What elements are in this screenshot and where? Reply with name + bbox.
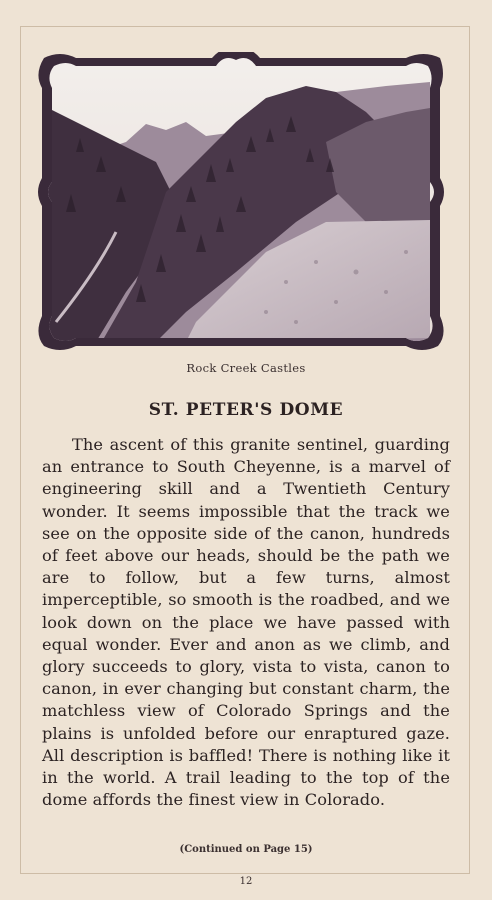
photo-illustration [36, 52, 446, 352]
page-number: 12 [239, 876, 253, 887]
photo-caption: Rock Creek Castles [186, 361, 306, 375]
continued-note: (Continued on Page 15) [179, 844, 313, 855]
article-body: The ascent of this granite sentinel, guarding an entrance to South Cheyenne, is a marvel of engineering skill and a Twentieth Century wonder. It seems impossible that the track we see on the opposite side of the canon, hundreds of feet above our heads, should be the path we are to follow, but a few turns, almost imperceptible, so smooth is the roadbed, and we look down on the place we have passed with equal wonder. Ever and anon as we climb, and glory succeeds to glory, vista to vista, canon to canon, in ever changing but constant charm, the matchless view of Colorado Springs and the plains is unfolded before our enraptured gaze. All description is baffled! There is nothing like it in the world. A trail leading to the top of the dome affords the finest view in Colorado. [42, 435, 450, 810]
article-title: ST. PETER'S DOME [148, 400, 344, 420]
photo-rock-creek-castles [36, 52, 446, 352]
